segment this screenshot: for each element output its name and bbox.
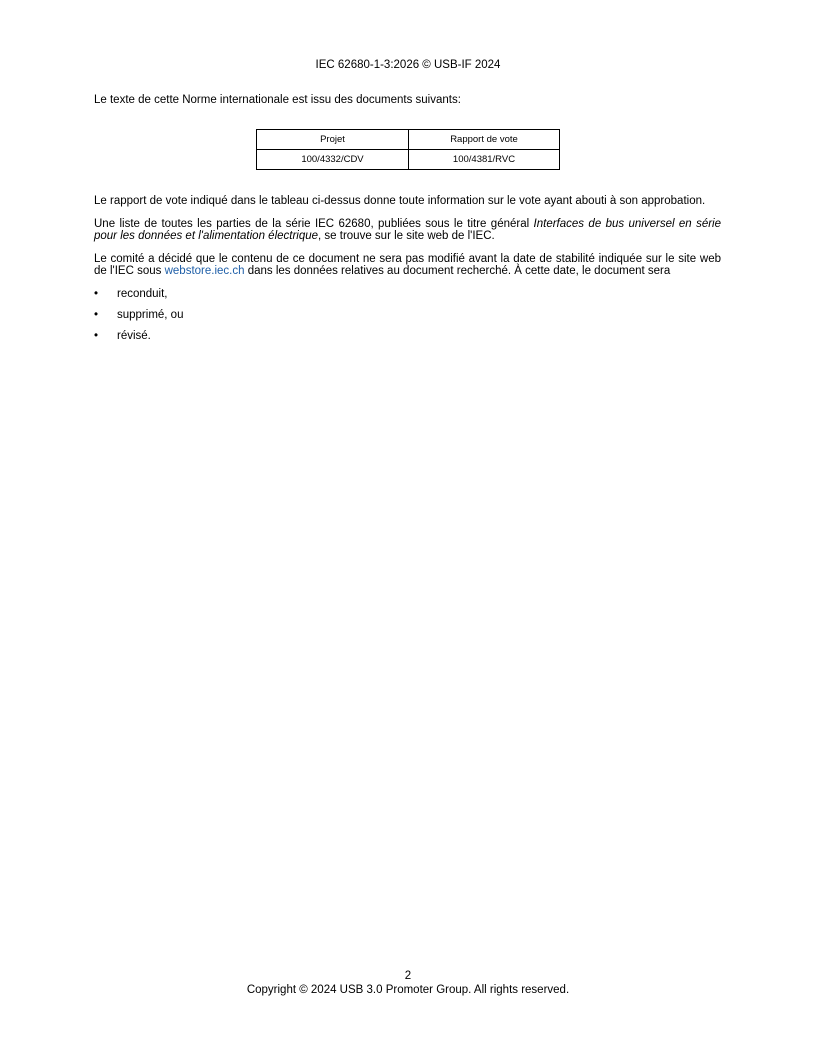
paragraph-text: Une liste de toutes les parties de la série IEC 62680, publiées sous le titre général — [94, 217, 534, 230]
paragraph-text: Le comité a décidé que le contenu de ce document ne sera pas modifié avant la date de stabilité indiquée sur le site web de l'IEC sous — [94, 252, 721, 277]
list-item — [94, 309, 721, 322]
table-header-row — [257, 130, 560, 150]
page-footer — [0, 969, 816, 997]
list-item-text: reconduit, — [117, 287, 168, 300]
document-body — [94, 94, 721, 351]
bullet-icon: • — [94, 308, 99, 321]
page-number: 2 — [404, 970, 412, 982]
paragraph-text: , se trouve sur le site web de l'IEC. — [318, 230, 495, 242]
vote-table — [256, 129, 560, 170]
column-header-rapport-de-vote: Rapport de vote — [409, 130, 560, 150]
bullet-icon: • — [94, 329, 99, 342]
paragraph-text: dans les données relatives au document recherché. À cette date, le document sera — [244, 265, 671, 277]
column-header-projet: Projet — [257, 130, 409, 150]
series-title: Interfaces de bus universel en série pour les données et l'alimentation électrique — [94, 217, 722, 242]
list-item — [94, 288, 721, 301]
table-cell-rapport: 100/4381/RVC — [409, 150, 560, 170]
copyright-notice: Copyright © 2024 USB 3.0 Promoter Group. All rights reserved. — [246, 984, 570, 996]
list-item-text: révisé. — [117, 329, 151, 342]
paragraph-series-list — [94, 218, 721, 243]
outcome-list — [94, 288, 721, 343]
paragraph-voting-report: Le rapport de vote indiqué dans le tableau ci-dessus donne toute information sur le vote ayant abouti à son approbation. — [94, 195, 706, 207]
intro-text: Le texte de cette Norme internationale est issu des documents suivants: — [94, 94, 461, 106]
webstore-link[interactable]: webstore.iec.ch — [164, 265, 245, 277]
bullet-icon: • — [94, 287, 99, 300]
page-header: IEC 62680-1-3:2026 © USB-IF 2024 — [315, 59, 501, 71]
table-cell-projet: 100/4332/CDV — [257, 150, 409, 170]
table-row — [257, 150, 560, 170]
list-item — [94, 330, 721, 343]
list-item-text: supprimé, ou — [117, 308, 184, 321]
paragraph-stability-date — [94, 253, 721, 278]
